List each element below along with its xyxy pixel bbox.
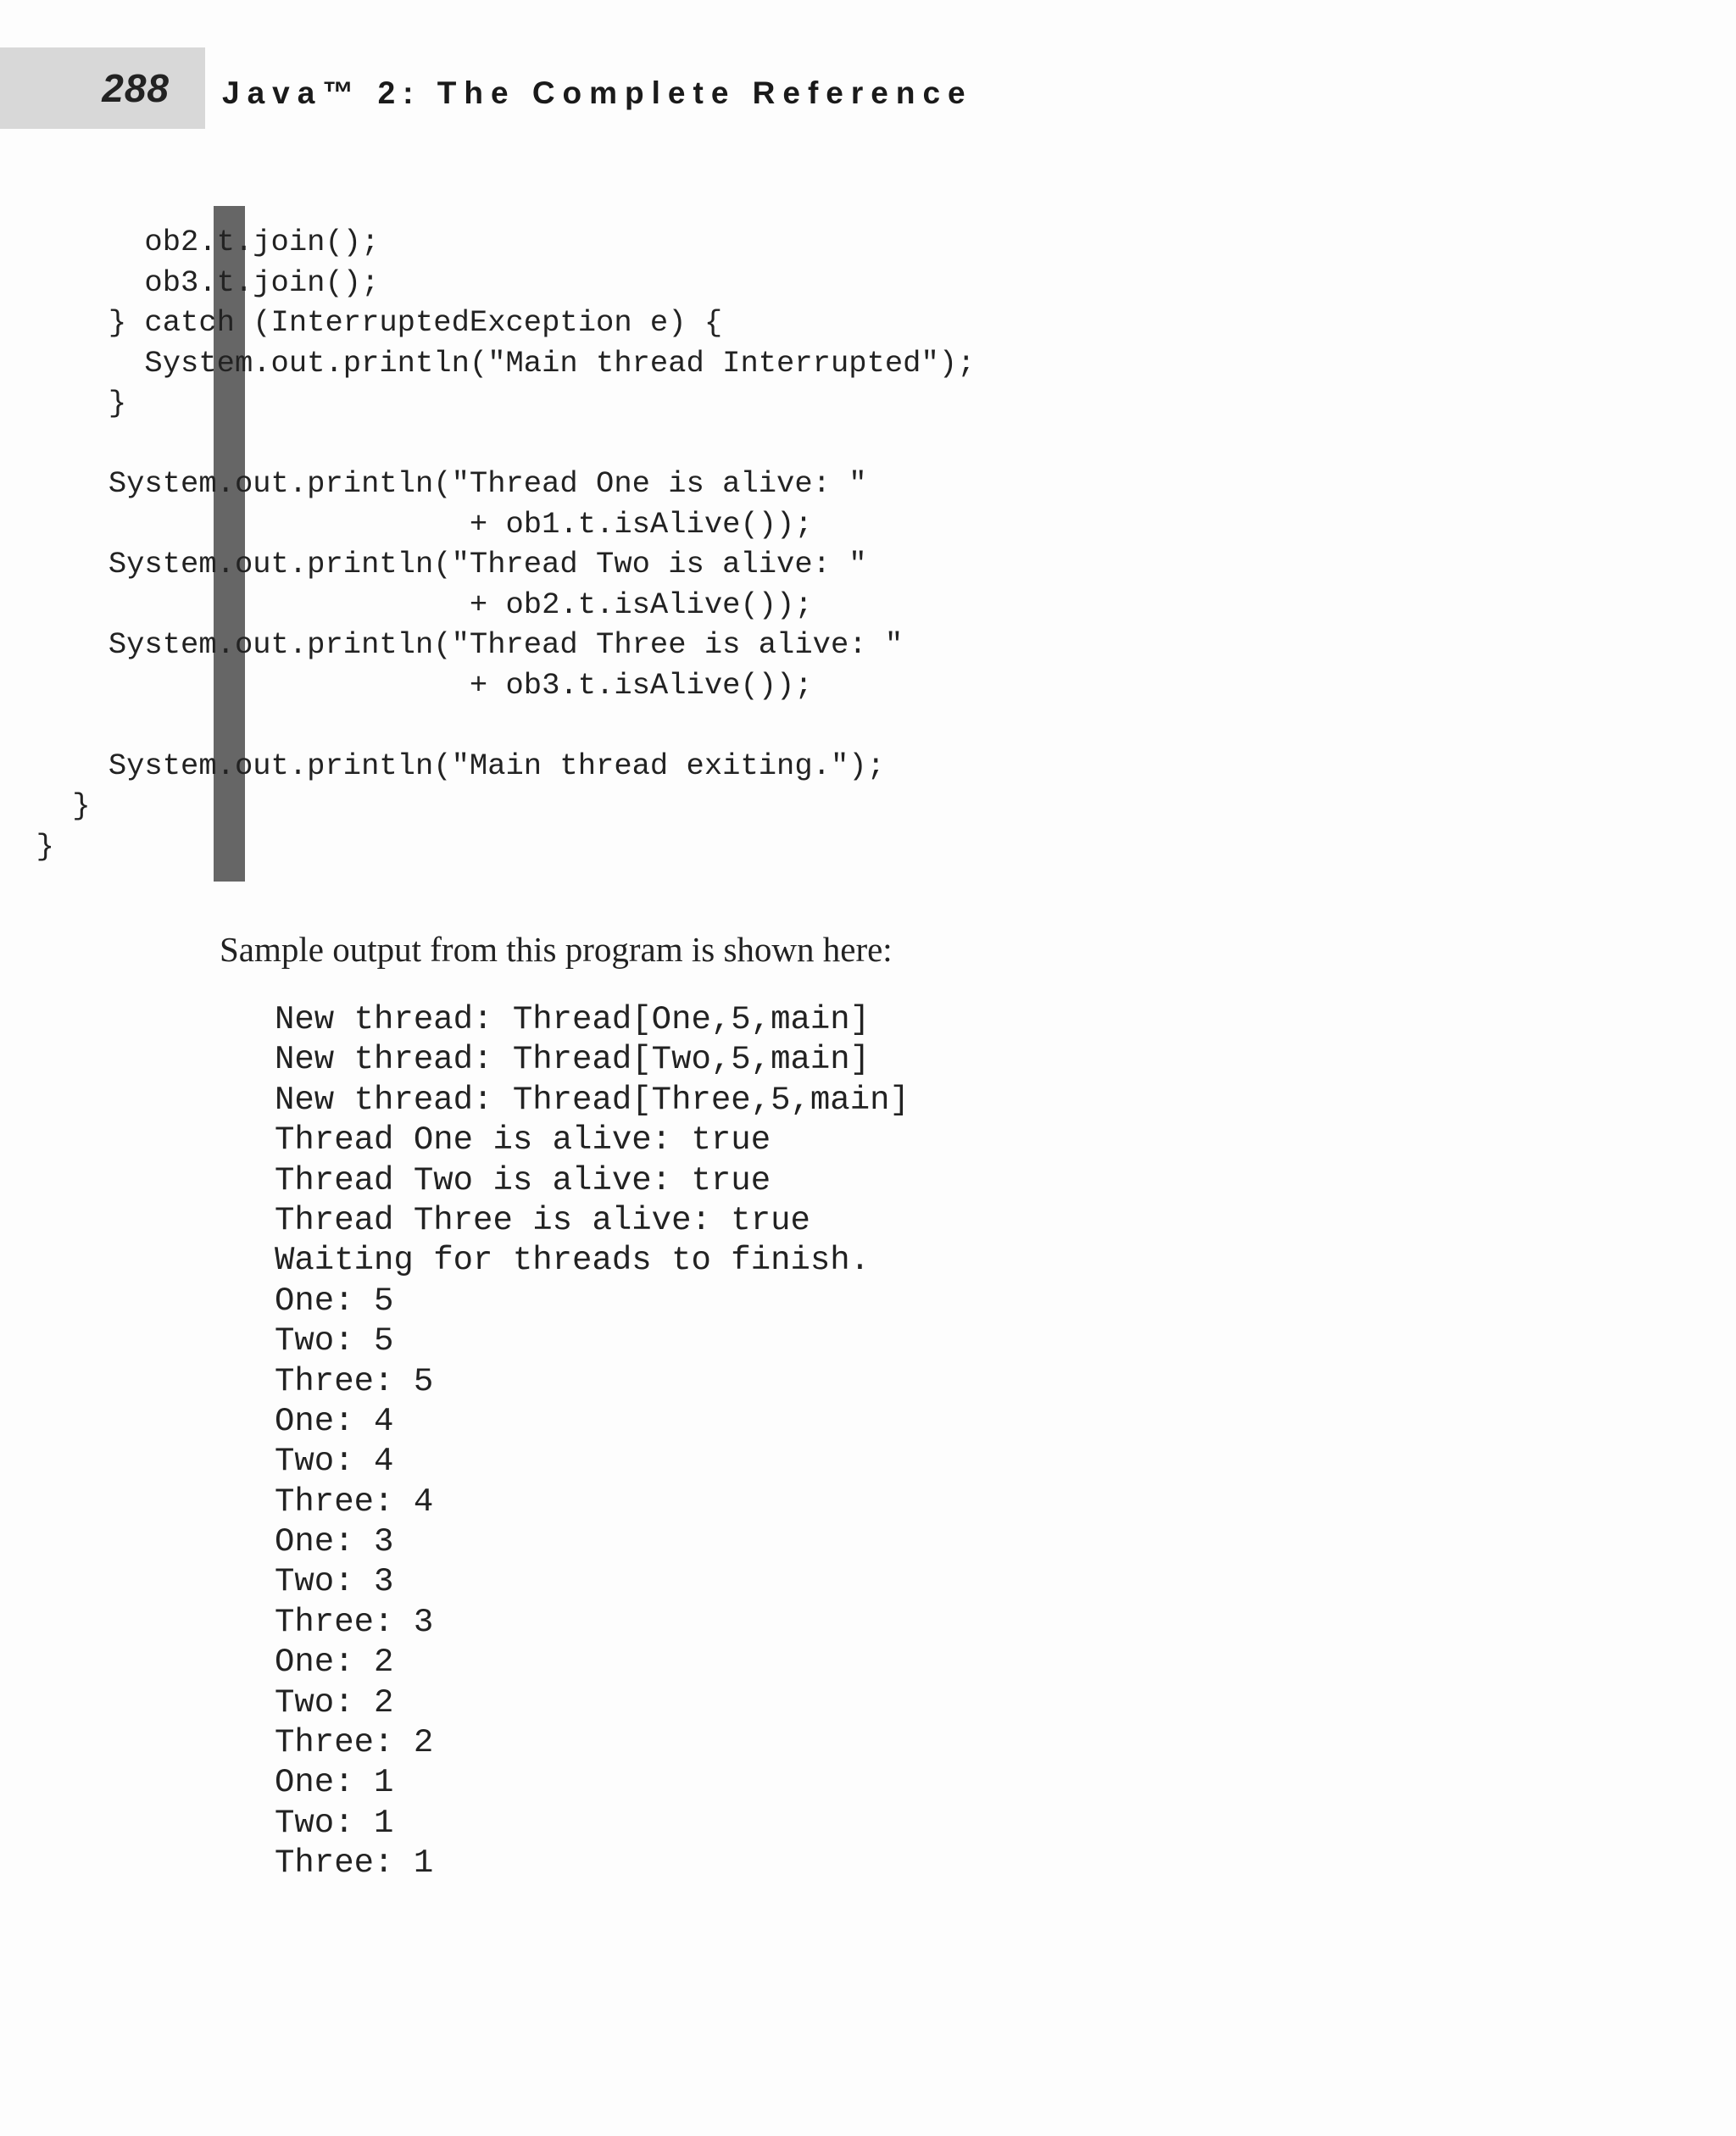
code-line: ob2.t.join(); — [0, 225, 380, 259]
output-line: Two: 1 — [275, 1804, 394, 1842]
output-line: Two: 4 — [275, 1443, 394, 1481]
output-line: New thread: Thread[One,5,main] — [275, 1001, 871, 1038]
output-line: Three: 2 — [275, 1724, 434, 1762]
output-line: One: 2 — [275, 1644, 394, 1682]
code-line: + ob2.t.isAlive()); — [0, 587, 813, 622]
output-line: Three: 4 — [275, 1482, 434, 1521]
output-line: New thread: Thread[Two,5,main] — [275, 1041, 871, 1079]
output-line: Thread Three is alive: true — [275, 1201, 810, 1239]
running-head: Java™ 2: The Complete Reference — [222, 75, 973, 110]
code-line: System.out.println("Thread One is alive: " — [0, 466, 867, 501]
code-line: + ob1.t.isAlive()); — [0, 506, 813, 542]
output-line: One: 4 — [275, 1402, 394, 1440]
output-line: Two: 2 — [275, 1683, 394, 1722]
code-line: + ob3.t.isAlive()); — [0, 667, 813, 703]
output-line: One: 3 — [275, 1523, 394, 1561]
body-paragraph: Sample output from this program is shown here: — [220, 930, 893, 969]
output-line: Thread One is alive: true — [275, 1121, 771, 1160]
code-line: } — [0, 386, 127, 420]
output-line: Two: 5 — [275, 1322, 394, 1360]
code-line — [0, 705, 975, 746]
code-line: System.out.println("Thread Two is alive: " — [0, 547, 867, 581]
output-line: Two: 3 — [275, 1563, 394, 1601]
code-line — [0, 424, 975, 464]
output-line: Three: 3 — [275, 1603, 434, 1641]
output-line: Waiting for threads to finish. — [275, 1242, 871, 1280]
output-line: New thread: Thread[Three,5,main] — [275, 1081, 910, 1119]
output-line: One: 1 — [275, 1764, 394, 1802]
code-line: } catch (InterruptedException e) { — [0, 305, 723, 340]
code-line: } — [0, 788, 91, 823]
code-line: System.out.println("Main thread Interrupted"); — [0, 345, 976, 381]
code-line: } — [0, 828, 54, 864]
code-listing — [0, 222, 975, 866]
output-line: Three: 5 — [275, 1362, 434, 1400]
output-line: One: 5 — [275, 1282, 394, 1320]
code-line: System.out.println("Main thread exiting."); — [0, 748, 885, 783]
sample-output — [275, 1000, 910, 1884]
output-line: Three: 1 — [275, 1844, 434, 1883]
code-line: ob3.t.join(); — [0, 264, 380, 300]
code-line: System.out.println("Thread Three is alive: " — [0, 627, 904, 662]
output-line: Thread Two is alive: true — [275, 1161, 771, 1199]
page-number: 288 — [102, 66, 170, 110]
